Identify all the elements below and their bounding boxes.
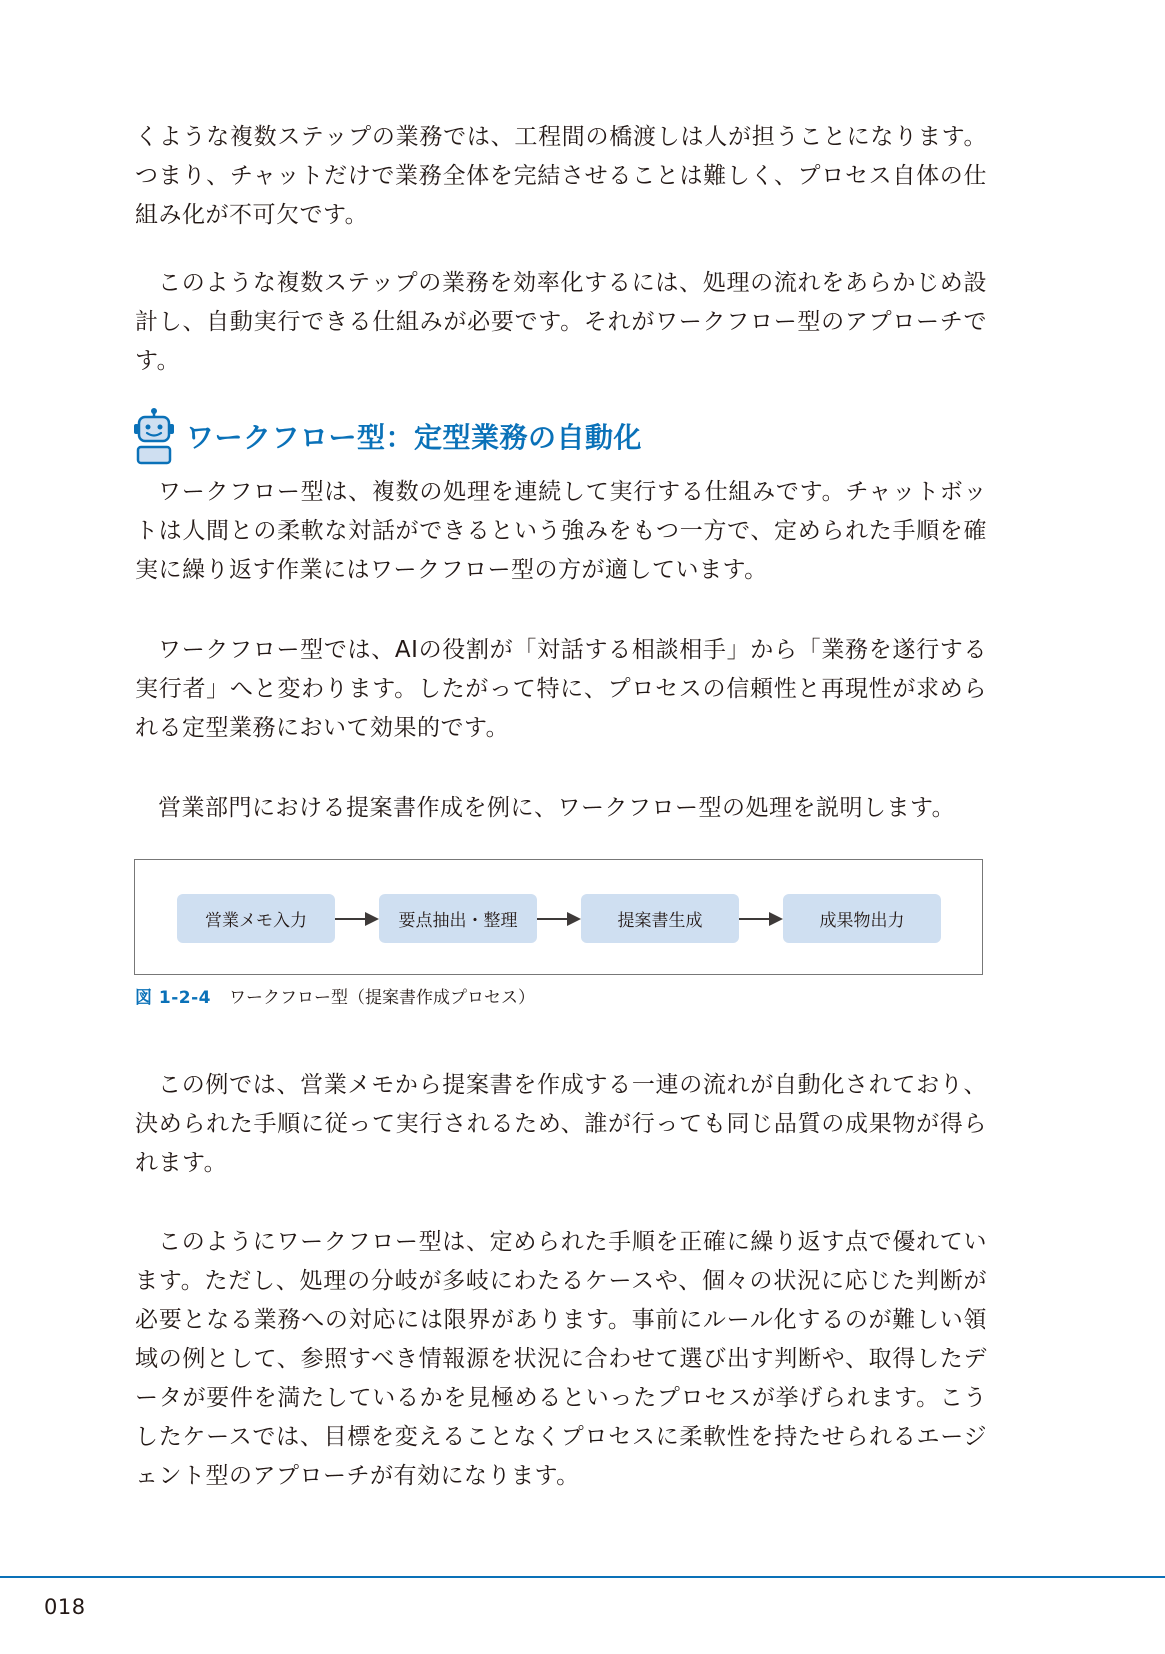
body-paragraph-4: ワークフロー型では、AIの役割が「対話する相談相手」から「業務を遂行する実行者」へと変わります。したがって特に、プロセスの信頼性と再現性が求められる定型業務において効果的です。 (135, 637, 987, 741)
body-paragraph-5: 営業部門における提案書作成を例に、ワークフロー型の処理を説明します。 (158, 795, 956, 821)
body-paragraph-2: このような複数ステップの業務を効率化するには、処理の流れをあらかじめ設計し、自動実行できる仕組みが必要です。それがワークフロー型のアプローチです。 (135, 270, 987, 374)
body-paragraph-6: この例では、営業メモから提案書を作成する一連の流れが自動化されており、決められた手順に従って実行されるため、誰が行っても同じ品質の成果物が得られます。 (135, 1072, 987, 1176)
body-paragraph-3: ワークフロー型は、複数の処理を連続して実行する仕組みです。チャットボットは人間との柔軟な対話ができるという強みをもつ一方で、定められた手順を確実に繰り返す作業にはワークフロー型の方が適しています。 (135, 479, 987, 583)
robot-icon (132, 407, 176, 465)
section-heading (132, 404, 642, 468)
body-paragraph-7: このようにワークフロー型は、定められた手順を正確に繰り返す点で優れています。ただし、処理の分岐が多岐にわたるケースや、個々の状況に応じた判断が必要となる業務への対応には限界があります。事前にルール化するのが難しい領域の例として、参照すべき情報源を状況に合わせて選び出す判断や、取得したデータが要件を満たしているかを見極めるといったプロセスが挙げられます。こうしたケースでは、目標を変えることなくプロセスに柔軟性を持たせられるエージェント型のアプローチが有効になります。 (135, 1229, 987, 1489)
flow-arrow-3 (739, 918, 781, 920)
section-heading-text: ワークフロー型：定型業務の自動化 (186, 421, 643, 454)
workflow-figure (134, 859, 983, 975)
page-number: 018 (44, 1595, 86, 1619)
flow-step-extract: 要点抽出・整理 (379, 894, 537, 943)
figure-caption-text: ワークフロー型（提案書作成プロセス） (229, 988, 536, 1008)
flow-arrow-2 (537, 918, 579, 920)
figure-caption-number: 図 1-2-4 (135, 988, 212, 1008)
footer-rule (0, 1576, 1165, 1578)
figure-caption (135, 983, 535, 1008)
body-paragraph-1: くような複数ステップの業務では、工程間の橋渡しは人が担うことになります。つまり、チャットだけで業務全体を完結させることは難しく、プロセス自体の仕組み化が不可欠です。 (135, 124, 987, 228)
flow-step-output: 成果物出力 (783, 894, 941, 943)
flow-step-sales-memo: 営業メモ入力 (177, 894, 335, 943)
flow-step-generate: 提案書生成 (581, 894, 739, 943)
flow-arrow-1 (335, 918, 377, 920)
